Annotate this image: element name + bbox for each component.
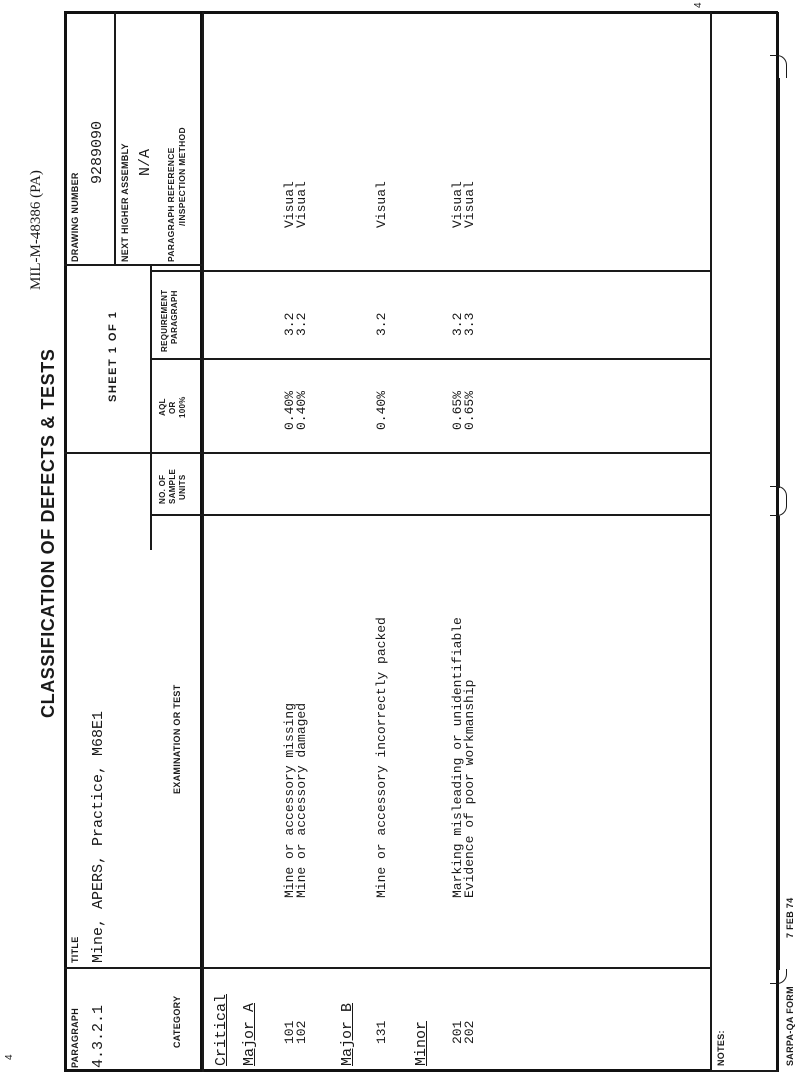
row-method: Visual	[294, 181, 309, 228]
col-req-2: PARAGRAPH	[170, 290, 179, 344]
frame-top	[64, 12, 67, 1072]
title-value: Mine, APERS, Practice, M68E1	[90, 710, 107, 963]
form-id: SARPA-QA FORM	[785, 986, 795, 1066]
row-method: Visual	[374, 181, 389, 228]
col-ref-2: /INSPECTION METHOD	[177, 127, 187, 226]
row-req: 3.2	[450, 312, 465, 336]
page-number-mark: 4	[4, 1054, 15, 1060]
row-aql: 0.65%	[462, 390, 477, 430]
col-sep-sample	[150, 453, 712, 455]
row-exam: Evidence of poor workmanship	[462, 679, 477, 898]
title-label: TITLE	[70, 936, 80, 963]
col-sep-aql	[150, 359, 712, 361]
paragraph-label: PARAGRAPH	[70, 1007, 80, 1068]
row-aql: 0.40%	[374, 390, 389, 430]
row-number: 102	[294, 1020, 309, 1044]
document-title: CLASSIFICATION OF DEFECTS & TESTS	[38, 348, 58, 718]
frame-right	[64, 12, 778, 15]
frame-left	[64, 1070, 712, 1073]
spec-number: MIL-M-48386 (PA)	[28, 170, 44, 290]
row-number: 101	[282, 1020, 297, 1044]
binding-tick-2	[770, 486, 787, 516]
row-method: Visual	[462, 181, 477, 228]
frame-left-ext	[710, 1071, 778, 1073]
col-sep-category	[200, 968, 712, 970]
row-exam: Mine or accessory incorrectly packed	[374, 617, 389, 898]
paragraph-value: 4.3.2.1	[90, 1004, 107, 1068]
row-req: 3.2	[282, 312, 297, 336]
colhead-top	[150, 266, 152, 550]
binding-tick-3	[770, 55, 787, 78]
header-sep-sheet	[64, 265, 202, 267]
col-sample-2: SAMPLE	[168, 468, 177, 504]
category-major-b: Major B	[339, 1002, 356, 1066]
col-sample-1: NO. OF	[158, 474, 167, 504]
drawing-number-value: 9289090	[89, 120, 106, 184]
binding-line-left	[778, 516, 780, 970]
category-minor: Minor	[413, 1020, 430, 1066]
next-higher-label: NEXT HIGHER ASSEMBLY	[120, 143, 130, 262]
row-req: 3.2	[294, 312, 309, 336]
row-aql: 0.40%	[282, 390, 297, 430]
frame-bottom	[710, 12, 712, 1072]
form-date: 7 FEB 74	[785, 897, 795, 938]
category-critical: Critical	[213, 993, 230, 1066]
col-sample-3: UNITS	[178, 474, 187, 500]
header-sep-paragraph	[64, 968, 202, 970]
row-aql: 0.40%	[294, 390, 309, 430]
row-number: 202	[462, 1020, 477, 1044]
col-category: CATEGORY	[172, 995, 182, 1048]
notes-label: NOTES:	[716, 1030, 726, 1066]
col-req-1: REQUIREMENT	[160, 289, 169, 352]
row-number: 201	[450, 1020, 465, 1044]
sheet-text: SHEET 1 OF 1	[107, 310, 119, 402]
col-sep-exam	[150, 515, 712, 517]
col-aql-3: 100%	[178, 396, 187, 418]
row-exam: Marking misleading or unidentifiable	[450, 617, 465, 898]
row-exam: Mine or accessory missing	[282, 702, 297, 898]
colhead-bottom	[202, 12, 204, 1072]
binding-line-right	[778, 78, 780, 488]
col-ref-1: PARAGRAPH REFERENCE	[166, 147, 176, 262]
row-method: Visual	[282, 181, 297, 228]
header-sep-drawing	[114, 12, 116, 266]
col-sep-req	[150, 271, 712, 273]
col-exam: EXAMINATION OR TEST	[172, 684, 182, 794]
next-higher-value: N/A	[137, 148, 154, 176]
row-exam: Mine or accessory damaged	[294, 702, 309, 898]
row-method: Visual	[450, 181, 465, 228]
corner-mark: 4	[693, 2, 704, 8]
binding-tick-1	[770, 969, 787, 984]
col-aql-1: AQL	[158, 398, 167, 416]
col-aql-2: OR	[168, 401, 177, 414]
category-major-a: Major A	[241, 1002, 258, 1066]
row-req: 3.2	[374, 312, 389, 336]
row-number: 131	[374, 1020, 389, 1044]
row-req: 3.3	[462, 312, 477, 336]
drawing-number-label: DRAWING NUMBER	[70, 172, 80, 262]
row-aql: 0.65%	[450, 390, 465, 430]
